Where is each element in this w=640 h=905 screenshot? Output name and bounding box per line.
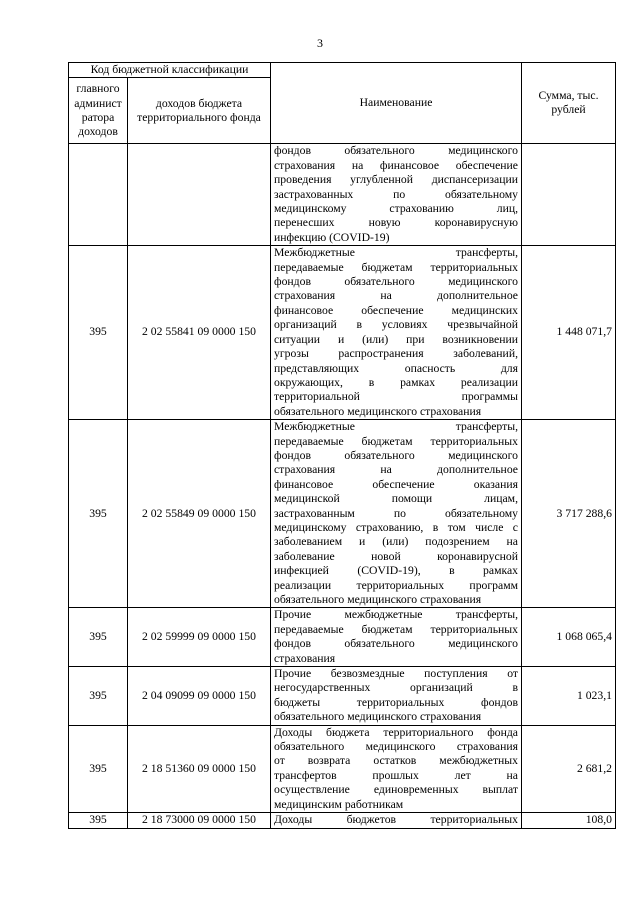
name-line: медицинскому страхованию, в том числе с bbox=[274, 520, 518, 534]
name-line: трансфертов прошлых лет на bbox=[274, 768, 518, 782]
admin-code-cell: 395 bbox=[69, 725, 128, 812]
name-line: перенесших новую коронавирусную bbox=[274, 216, 518, 230]
table-row bbox=[69, 144, 616, 246]
name-line: ситуации и (или) при возникновении bbox=[274, 332, 518, 346]
name-cell bbox=[271, 813, 522, 828]
name-line: проведения углубленной диспансеризации bbox=[274, 173, 518, 187]
income-code-cell: 2 18 73000 09 0000 150 bbox=[128, 813, 271, 828]
name-line: страхования bbox=[274, 651, 336, 665]
income-code-cell: 2 02 55849 09 0000 150 bbox=[128, 420, 271, 608]
name-line: заболевание новой коронавирусной bbox=[274, 549, 518, 563]
name-line: фондов обязательного медицинского bbox=[274, 637, 518, 651]
name-line: передаваемые бюджетам территориальных bbox=[274, 622, 518, 636]
name-line: застрахованным по обязательному bbox=[274, 506, 518, 520]
income-code-cell: 2 18 51360 09 0000 150 bbox=[128, 725, 271, 812]
name-line: Доходы бюджета территориального фонда bbox=[274, 725, 518, 739]
name-line: территориальной программы bbox=[274, 390, 518, 404]
name-line: Доходы бюджетов территориальных bbox=[274, 813, 518, 827]
admin-code-cell bbox=[69, 144, 128, 246]
table-row bbox=[69, 725, 616, 812]
admin-code-cell: 395 bbox=[69, 420, 128, 608]
income-column-header: доходов бюджета территориального фонда bbox=[128, 78, 271, 144]
name-line: обязательного медицинского страхования bbox=[274, 593, 482, 606]
table-row bbox=[69, 813, 616, 828]
page-number: 3 bbox=[317, 36, 323, 50]
name-line: финансовое обеспечение оказания bbox=[274, 477, 518, 491]
name-line: медицинской помощи лицам, bbox=[274, 492, 518, 506]
name-line: страхования на дополнительное bbox=[274, 289, 518, 303]
name-line: обязательного медицинского страхования bbox=[274, 710, 482, 724]
amount-cell bbox=[522, 144, 616, 246]
table-row bbox=[69, 667, 616, 726]
name-cell bbox=[271, 725, 522, 812]
name-line: реализации территориальных программ bbox=[274, 578, 518, 592]
table-body bbox=[69, 144, 616, 828]
income-code-cell: 2 02 59999 09 0000 150 bbox=[128, 608, 271, 667]
amount-cell: 1 068 065,4 bbox=[522, 608, 616, 667]
amount-cell: 2 681,2 bbox=[522, 725, 616, 812]
name-line: от возврата остатков межбюджетных bbox=[274, 754, 518, 768]
name-line: фондов обязательного медицинского bbox=[274, 144, 518, 158]
table-row bbox=[69, 420, 616, 608]
name-cell bbox=[271, 144, 522, 246]
name-line: страхования на финансовое обеспечение bbox=[274, 158, 518, 172]
admin-code-cell: 395 bbox=[69, 813, 128, 828]
budget-income-table bbox=[68, 62, 616, 829]
name-cell bbox=[271, 667, 522, 726]
amount-cell: 1 448 071,7 bbox=[522, 246, 616, 420]
name-line: передаваемые бюджетам территориальных bbox=[274, 434, 518, 448]
amount-cell: 3 717 288,6 bbox=[522, 420, 616, 608]
name-line: Прочие безвозмездные поступления от bbox=[274, 667, 518, 681]
name-cell bbox=[271, 420, 522, 608]
amount-cell: 1 023,1 bbox=[522, 667, 616, 726]
name-line: угрозы распространения заболеваний, bbox=[274, 347, 518, 361]
name-line: негосударственных организаций в bbox=[274, 681, 518, 695]
name-column-header: Наименование bbox=[271, 63, 522, 144]
table-row bbox=[69, 246, 616, 420]
name-line: инфекцией (COVID-19), в рамках bbox=[274, 564, 518, 578]
name-line: бюджеты территориальных фондов bbox=[274, 695, 518, 709]
name-line: фондов обязательного медицинского bbox=[274, 275, 518, 289]
name-line: заболеванием и (или) подозрением на bbox=[274, 535, 518, 549]
name-cell bbox=[271, 246, 522, 420]
name-line: страхования на дополнительное bbox=[274, 463, 518, 477]
name-line: передаваемые бюджетам территориальных bbox=[274, 260, 518, 274]
name-line: инфекцию (COVID-19) bbox=[274, 230, 390, 244]
admin-code-cell: 395 bbox=[69, 246, 128, 420]
name-line: обязательного медицинского страхования bbox=[274, 404, 482, 418]
name-line: медицинским работникам bbox=[274, 797, 404, 811]
name-line: фондов обязательного медицинского bbox=[274, 448, 518, 462]
admin-column-header: главного админист ратора доходов bbox=[69, 78, 128, 144]
amount-cell: 108,0 bbox=[522, 813, 616, 828]
income-code-cell: 2 04 09099 09 0000 150 bbox=[128, 667, 271, 726]
sum-column-header: Сумма, тыс. рублей bbox=[522, 63, 616, 144]
name-line: осуществление единовременных выплат bbox=[274, 783, 518, 797]
income-code-cell: 2 02 55841 09 0000 150 bbox=[128, 246, 271, 420]
name-line: окружающих, в рамках реализации bbox=[274, 375, 518, 389]
income-code-cell bbox=[128, 144, 271, 246]
table-row bbox=[69, 608, 616, 667]
name-line: медицинскому страхованию лиц, bbox=[274, 202, 518, 216]
name-cell bbox=[271, 608, 522, 667]
name-line: организаций в условиях чрезвычайной bbox=[274, 318, 518, 332]
classification-header: Код бюджетной классификации bbox=[69, 63, 271, 78]
name-line: Прочие межбюджетные трансферты, bbox=[274, 608, 518, 622]
name-line: Межбюджетные трансферты, bbox=[274, 246, 518, 260]
name-line: финансовое обеспечение медицинских bbox=[274, 303, 518, 317]
name-line: Межбюджетные трансферты, bbox=[274, 420, 518, 434]
admin-code-cell: 395 bbox=[69, 608, 128, 667]
name-line: застрахованных по обязательному bbox=[274, 187, 518, 201]
admin-code-cell: 395 bbox=[69, 667, 128, 726]
name-line: представляющих опасность для bbox=[274, 361, 518, 375]
name-line: обязательного медицинского страхования bbox=[274, 740, 518, 754]
